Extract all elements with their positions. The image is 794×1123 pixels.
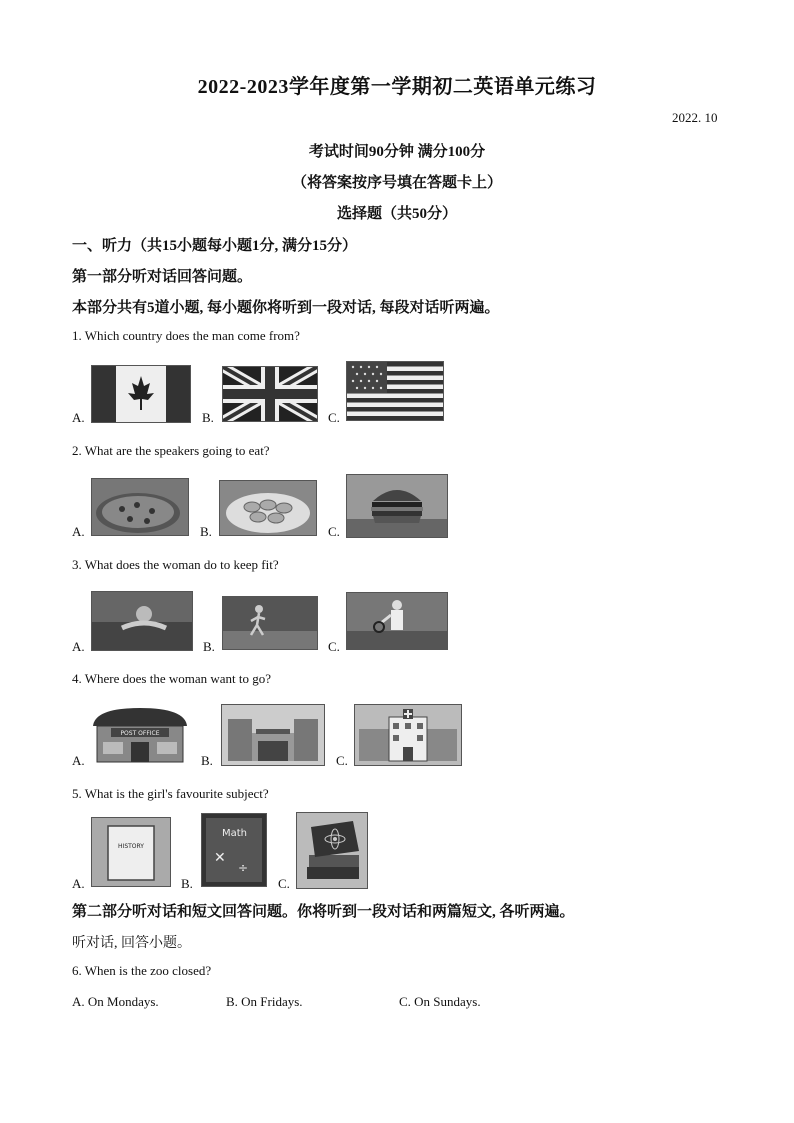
uk-flag-image bbox=[222, 366, 318, 422]
running-image bbox=[222, 596, 318, 650]
svg-text:✕: ✕ bbox=[214, 850, 226, 866]
science-books-image bbox=[296, 812, 368, 889]
q6-option-a: A. On Mondays. bbox=[72, 994, 159, 1009]
post-office-sign: POST OFFICE bbox=[120, 730, 160, 737]
tennis-image bbox=[346, 592, 448, 650]
option-label: A. bbox=[72, 753, 85, 768]
option-label: B. bbox=[202, 410, 214, 425]
part2-title: 第二部分听对话和短文回答问题。你将听到一段对话和两篇短文, 各听两遍。 bbox=[72, 904, 575, 920]
question-6: 6. When is the zoo closed? bbox=[72, 963, 212, 978]
section1-header: 一、听力（共15小题每小题1分, 满分15分） bbox=[72, 238, 358, 254]
option-label: B. bbox=[181, 876, 193, 891]
pizza-image bbox=[91, 478, 189, 536]
dumplings-image bbox=[219, 480, 317, 536]
option-label: C. bbox=[328, 639, 340, 654]
choice-header: 选择题（共50分） bbox=[336, 206, 457, 222]
option-label: C. bbox=[278, 876, 290, 891]
post-office-image bbox=[91, 704, 189, 764]
math-label: Math bbox=[222, 828, 248, 839]
option-label: B. bbox=[200, 524, 212, 539]
shopping-center-image bbox=[221, 704, 325, 766]
option-label: A. bbox=[72, 410, 85, 425]
question-4: 4. Where does the woman want to go? bbox=[72, 671, 272, 686]
usa-flag-image bbox=[346, 361, 444, 421]
question-3: 3. What does the woman do to keep fit? bbox=[72, 557, 279, 572]
exam-date: 2022. 10 bbox=[672, 110, 718, 125]
q6-option-b: B. On Fridays. bbox=[226, 994, 303, 1009]
part2-subtitle: 听对话, 回答小题。 bbox=[72, 936, 191, 951]
option-label: B. bbox=[203, 639, 215, 654]
option-label: C. bbox=[336, 753, 348, 768]
option-label: A. bbox=[72, 639, 85, 654]
hamburger-image bbox=[346, 474, 448, 538]
hospital-image bbox=[354, 704, 462, 766]
page-title: 2022-2023学年度第一学期初二英语单元练习 bbox=[197, 76, 597, 98]
option-label: A. bbox=[72, 524, 85, 539]
option-label: C. bbox=[328, 410, 340, 425]
answer-note: （将答案按序号填在答题卡上） bbox=[291, 175, 502, 191]
svg-text:÷: ÷ bbox=[238, 861, 249, 875]
part1-title: 第一部分听对话回答问题。 bbox=[72, 269, 253, 285]
math-book-image bbox=[201, 813, 267, 887]
question-1: 1. Which country does the man come from? bbox=[72, 328, 300, 343]
part1-instruction: 本部分共有5道小题, 每小题你将听到一段对话, 每段对话听两遍。 bbox=[72, 300, 500, 316]
swimming-image bbox=[91, 591, 193, 651]
history-book-image bbox=[91, 817, 171, 887]
history-label: HISTORY bbox=[118, 843, 144, 850]
question-2: 2. What are the speakers going to eat? bbox=[72, 443, 270, 458]
exam-info: 考试时间90分钟 满分100分 bbox=[308, 144, 486, 160]
option-label: B. bbox=[201, 753, 213, 768]
question-5: 5. What is the girl's favourite subject? bbox=[72, 786, 269, 801]
q6-option-c: C. On Sundays. bbox=[399, 994, 481, 1009]
option-label: C. bbox=[328, 524, 340, 539]
canada-flag-image bbox=[91, 365, 191, 423]
option-label: A. bbox=[72, 876, 85, 891]
